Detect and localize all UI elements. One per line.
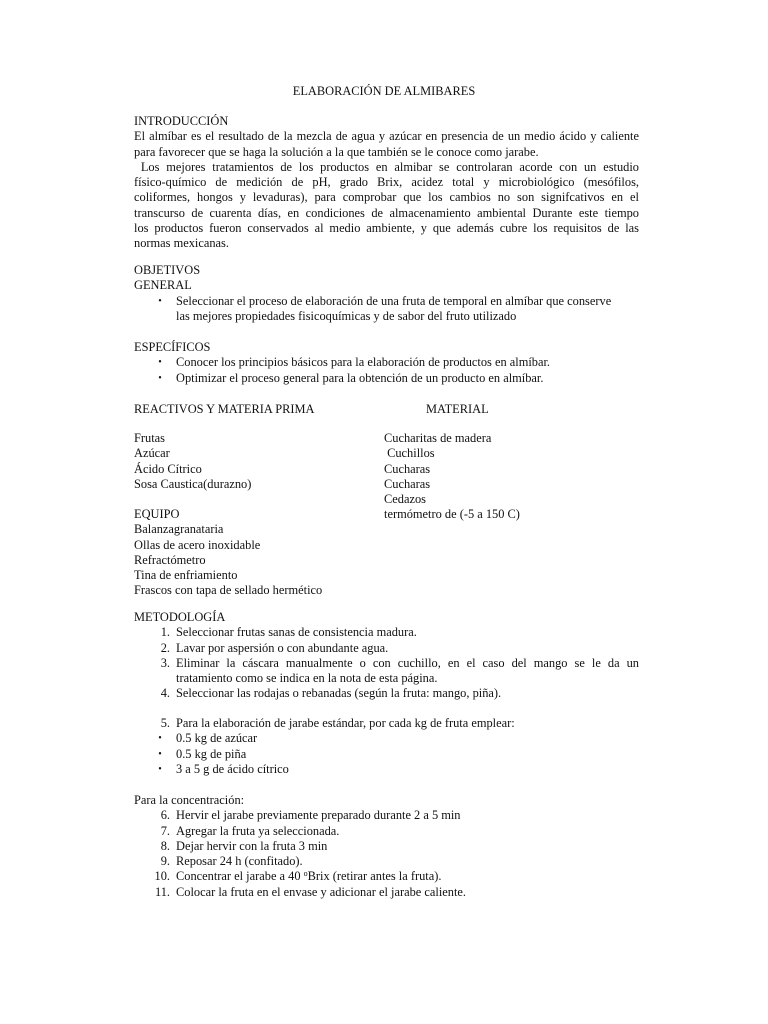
step-text: tratamiento como se indica en la nota de esta página.: [176, 671, 438, 686]
material-item: Cucharas: [384, 461, 431, 476]
step-number: 7.: [160, 823, 170, 838]
objetivos-heading: OBJETIVOS: [134, 263, 201, 277]
ingredient-text: 0.5 kg de piña: [176, 746, 247, 761]
general-objective-item: [134, 294, 639, 325]
material-item: Cuchillos: [384, 446, 435, 461]
reactivos-heading: REACTIVOS Y MATERIA PRIMA: [134, 402, 315, 416]
method-step: [134, 839, 639, 854]
method-step: [134, 656, 639, 687]
document-title: ELABORACIÓN DE ALMIBARES: [292, 84, 476, 98]
method-step: [134, 885, 639, 900]
especificos-section: [134, 340, 639, 386]
material-heading: MATERIAL: [426, 402, 489, 416]
step-text: Reposar 24 h (confitado).: [176, 854, 303, 869]
material-item: Cucharitas de madera: [384, 431, 492, 445]
step-text: Hervir el jarabe previamente preparado durante 2 a 5 min: [176, 808, 461, 823]
step-text: Eliminar la cáscara manualmente o con cuchillo, en el caso del mango se le da un: [176, 655, 639, 670]
step-text: Dejar hervir con la fruta 3 min: [176, 838, 328, 853]
step-text: Lavar por aspersión o con abundante agua.: [176, 640, 389, 655]
bullet-marker: •: [158, 748, 162, 760]
concentracion-section: [134, 793, 639, 900]
step-number: 4.: [160, 686, 170, 701]
bullet-marker: •: [158, 733, 162, 745]
reactivo-item: Azúcar: [134, 446, 170, 461]
general-objective-line: Seleccionar el proceso de elaboración de una fruta de temporal en almíbar que conserve: [176, 293, 612, 308]
jarabe-ingredient: [134, 762, 639, 777]
step-number: 3.: [160, 655, 170, 670]
equipo-item: Tina de enfriamiento: [134, 568, 238, 583]
specific-objective-text: Conocer los principios básicos para la elaboración de productos en almíbar.: [176, 355, 551, 370]
jarabe-ingredient: [134, 747, 639, 762]
intro-paragraph-2-line: físico-químico de medición de pH, grado Brix, acidez total y microbiológico (mesófilos,: [134, 175, 639, 190]
step-number: 8.: [160, 838, 170, 853]
jarabe-section: [134, 716, 639, 777]
step-text-part: Concentrar el jarabe a 40: [176, 869, 304, 884]
step-number: 6.: [160, 808, 170, 823]
step-text-part: Brix (retirar antes la fruta).: [307, 869, 442, 884]
reactivo-item: Ácido Cítrico: [134, 461, 202, 476]
step-text: Colocar la fruta en el envase y adicionar el jarabe caliente.: [176, 884, 466, 899]
equipo-item: Ollas de acero inoxidable: [134, 537, 261, 552]
intro-paragraph-2-first-line: Los mejores tratamientos de los productos en almibar se controlaran acorde con un estudio: [134, 159, 639, 174]
specific-objective-text: Optimizar el proceso general para la obtención de un producto en almíbar.: [176, 370, 544, 385]
step-number: 11.: [154, 884, 170, 899]
method-step: [134, 808, 639, 823]
ingredient-text: 3 a 5 g de ácido cítrico: [176, 761, 289, 776]
especificos-heading: ESPECÍFICOS: [134, 340, 211, 354]
ingredient-text: 0.5 kg de azúcar: [176, 731, 258, 746]
reactivo-item: Sosa Caustica(durazno): [134, 476, 252, 491]
method-step: [134, 869, 639, 884]
intro-paragraph-2-line: transcurso de cuarenta días, en condiciones de almacenamiento ambiental Durante este tiempo: [134, 205, 639, 220]
jarabe-ingredient: [134, 731, 639, 746]
intro-paragraph-2-last-line: normas mexicanas.: [134, 236, 229, 251]
metodologia-heading: METODOLOGÍA: [134, 610, 226, 624]
equipo-heading: EQUIPO: [134, 507, 180, 521]
intro-paragraph-1: El almíbar es el resultado de la mezcla de agua y azúcar en presencia de un medio ácido y caliente para favorecer que se haga la solución a la que también se le conoce como jarabe.: [134, 129, 639, 159]
reactivo-item: Frutas: [134, 431, 165, 445]
method-step: [134, 641, 639, 656]
bullet-marker: •: [158, 763, 162, 775]
bullet-marker: •: [158, 372, 162, 384]
equipo-item: Frascos con tapa de sellado hermético: [134, 583, 323, 598]
objetivos-section: [134, 263, 639, 324]
step-number: 5.: [160, 716, 170, 730]
general-objective-line: las mejores propiedades fisicoquímicas y de sabor del fruto utilizado: [176, 308, 517, 323]
method-step: [134, 824, 639, 839]
bullet-marker: •: [158, 357, 162, 369]
equipo-section: [134, 507, 639, 599]
intro-paragraph-2-line: los productos fueron conservados al medio ambiente, y que además cubre los requisitos de las: [134, 221, 639, 236]
concentracion-heading: Para la concentración:: [134, 793, 245, 807]
equipo-item: Balanzagranataria: [134, 522, 224, 537]
method-step: [134, 686, 639, 701]
metodologia-section: [134, 610, 639, 702]
step-number: 1.: [160, 625, 170, 640]
step-number: 9.: [160, 854, 170, 869]
intro-section: [134, 114, 639, 252]
step-text: [176, 869, 639, 884]
step-text: Agregar la fruta ya seleccionada.: [176, 823, 340, 838]
step-text: Para la elaboración de jarabe estándar, por cada kg de fruta emplear:: [176, 716, 515, 730]
step-text: Seleccionar frutas sanas de consistencia madura.: [176, 625, 417, 640]
method-step: [134, 854, 639, 869]
specific-objective-item: [134, 371, 639, 386]
step-number: 2.: [160, 640, 170, 655]
material-item: Cucharas: [384, 476, 431, 491]
intro-heading: INTRODUCCIÓN: [134, 114, 229, 128]
material-item: termómetro de (-5 a 150 C): [384, 507, 520, 522]
specific-objective-item: [134, 355, 639, 370]
degree-superscript: o: [303, 869, 308, 879]
method-step: [134, 625, 639, 640]
intro-paragraph-2-line: coliformes, hongos y levaduras), para comprobar que los cambios no son signifcativos en el: [134, 190, 639, 205]
general-heading: GENERAL: [134, 278, 192, 293]
material-item: Cedazos: [384, 492, 426, 507]
bullet-marker: •: [158, 295, 162, 307]
step-number: 10.: [154, 869, 170, 884]
step-text: Seleccionar las rodajas o rebanadas (según la fruta: mango, piña).: [176, 686, 502, 701]
method-step: [134, 716, 639, 731]
equipo-item: Refractómetro: [134, 552, 206, 567]
